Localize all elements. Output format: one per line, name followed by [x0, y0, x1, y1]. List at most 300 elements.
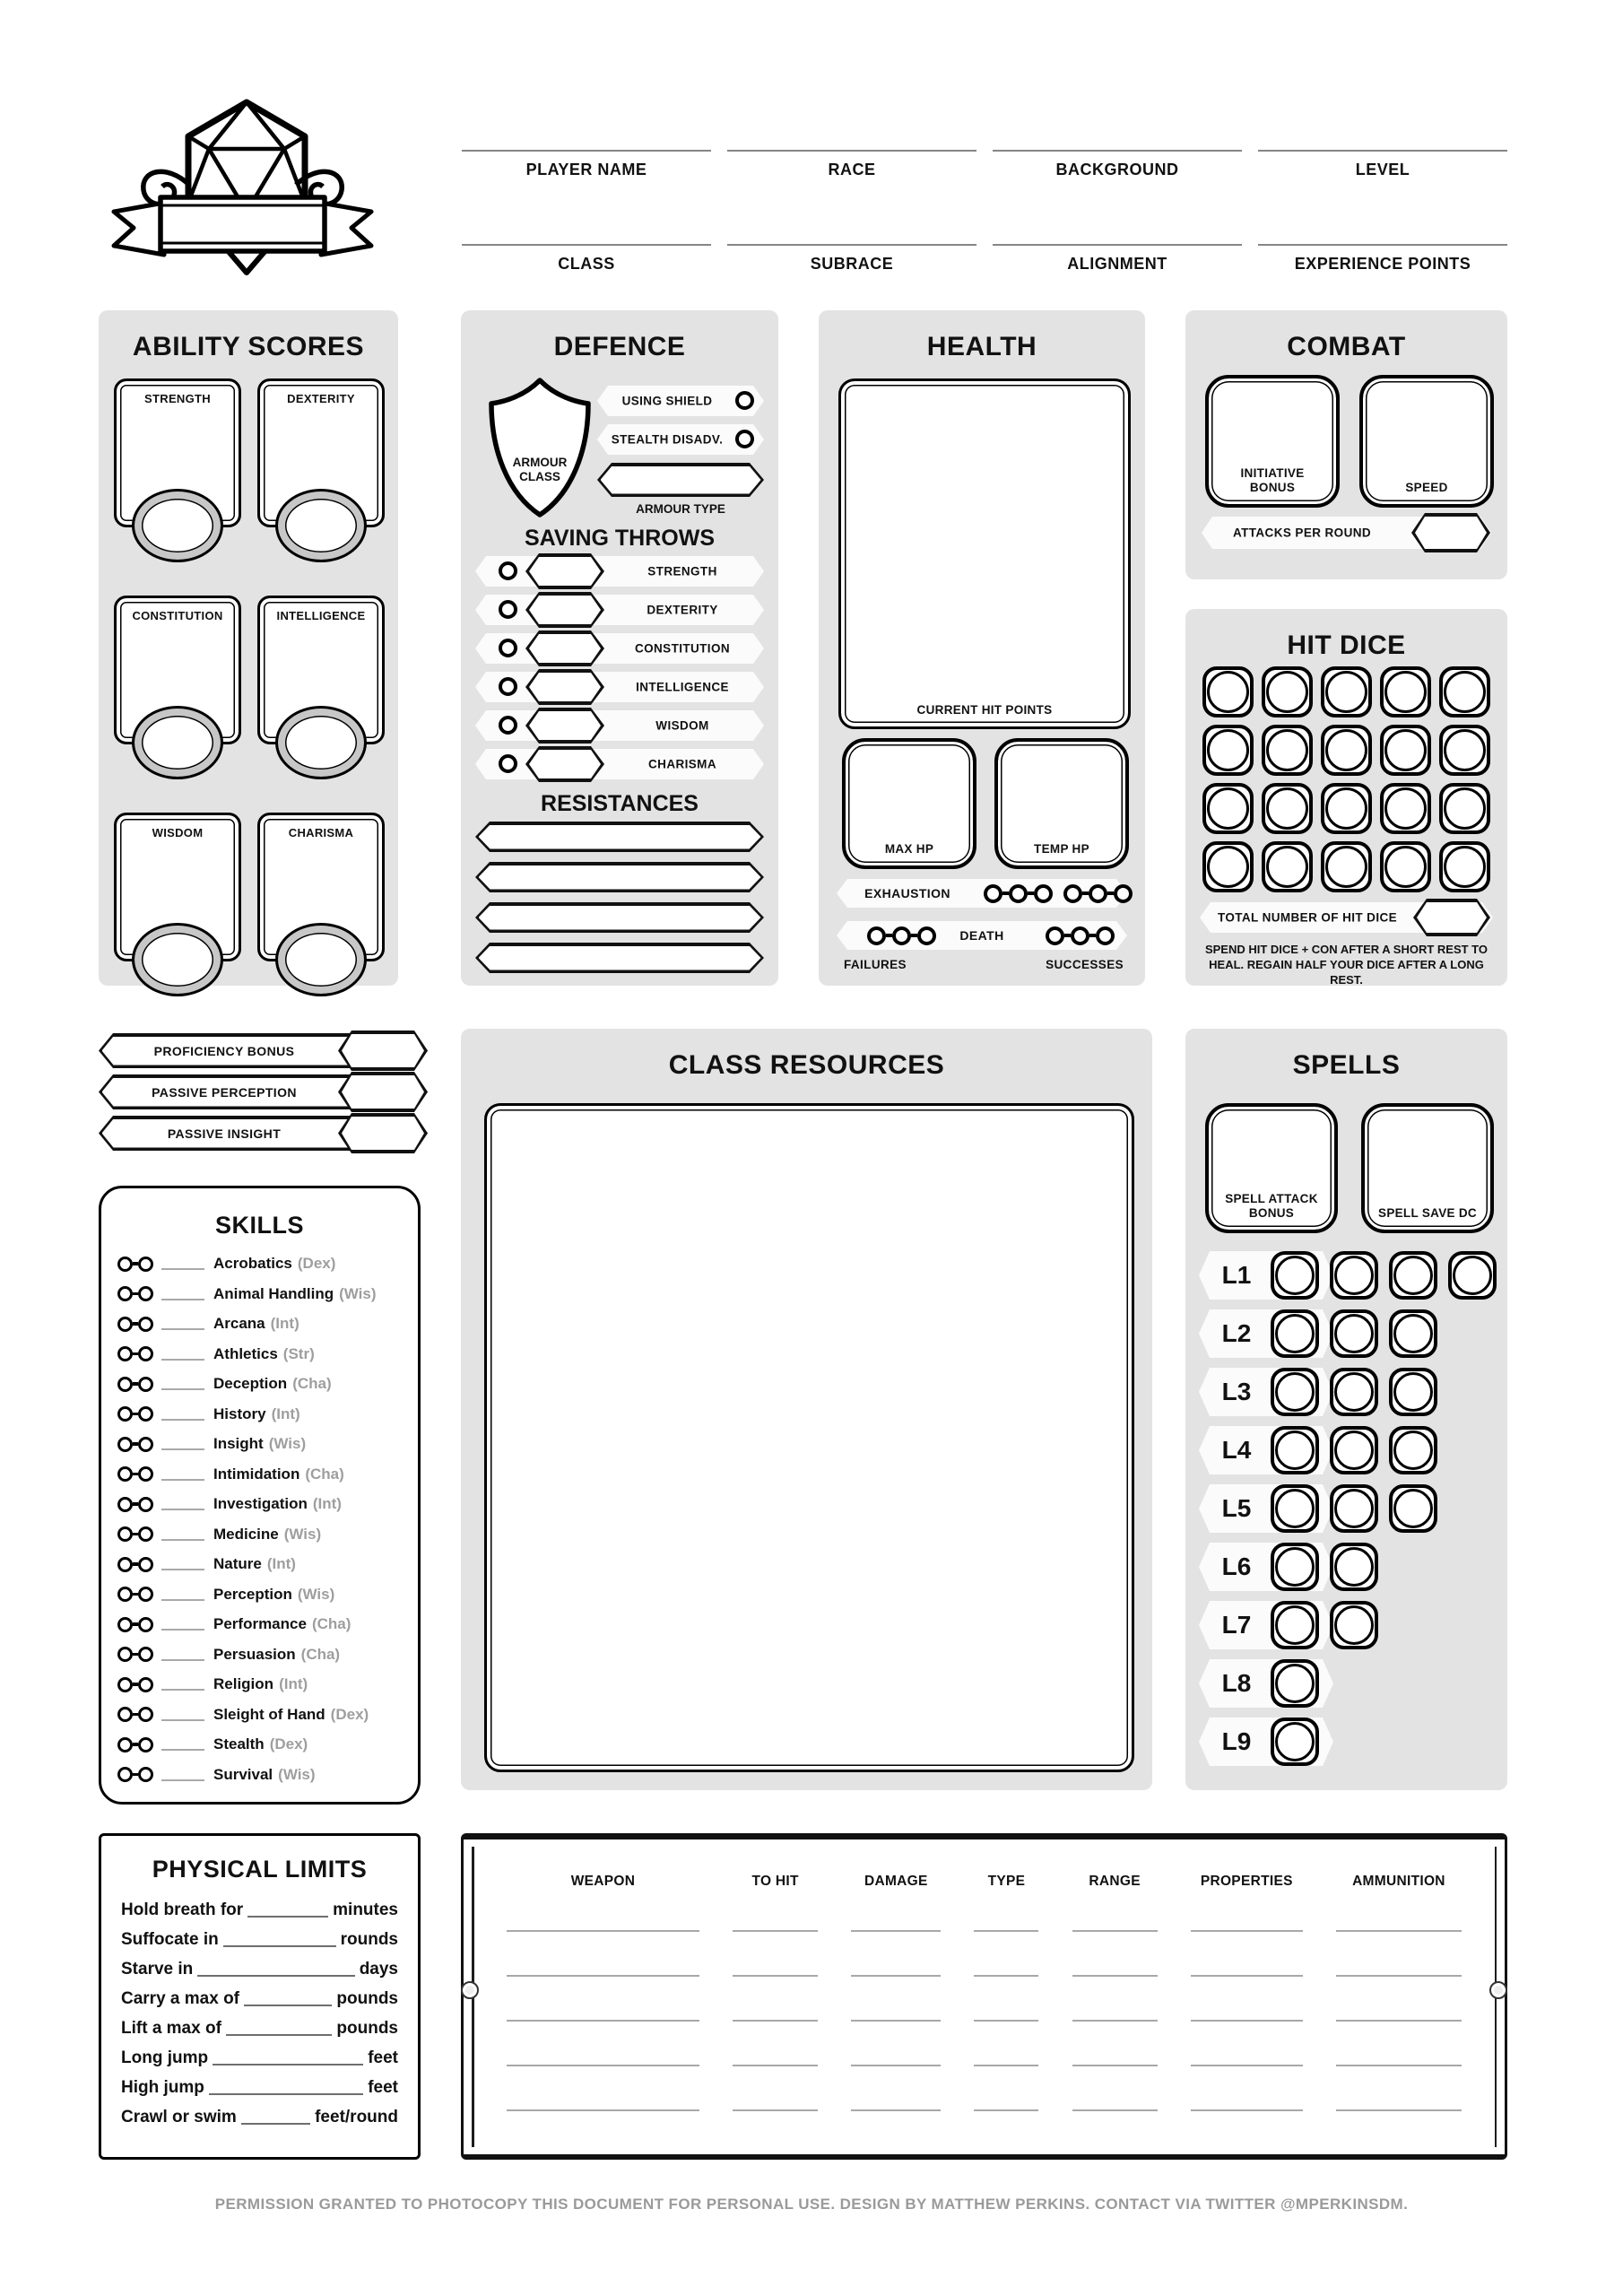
skill-ability: (Wis): [283, 1525, 322, 1543]
skill-proficiency-dots[interactable]: [117, 1587, 153, 1602]
exhaustion-dots: [984, 884, 1133, 903]
weapon-name-line[interactable]: [507, 1930, 699, 1932]
armour-type-field[interactable]: [597, 463, 764, 497]
spell-level-label: L5: [1221, 1494, 1252, 1522]
skill-modifier-line[interactable]: [161, 1769, 204, 1781]
ability-score-box[interactable]: [114, 813, 241, 961]
skill-proficiency-dots[interactable]: [117, 1257, 153, 1272]
weapon-ammunition-line[interactable]: [1336, 2065, 1462, 2066]
ability-scores-title: ABILITY SCORES: [132, 332, 365, 361]
skill-name: Medicine: [213, 1525, 279, 1543]
ability-modifier-oval[interactable]: [275, 923, 367, 996]
skill-row: [117, 1674, 411, 1695]
class-resources-box[interactable]: [484, 1103, 1134, 1772]
saving-throw-value-hex[interactable]: [525, 708, 604, 744]
skill-name: Sleight of Hand: [213, 1705, 325, 1723]
saving-throw-value-hex[interactable]: [525, 669, 604, 705]
death-failure-dot[interactable]: [917, 926, 936, 945]
weapon-properties-line[interactable]: [1191, 2065, 1303, 2066]
skill-modifier-line[interactable]: [161, 1348, 204, 1361]
hit-dice-note: SPEND HIT DICE + CON AFTER A SHORT REST TO HEAL. REGAIN HALF YOUR DICE AFTER A LONG REST.: [1204, 943, 1488, 987]
header-field[interactable]: CLASS: [462, 244, 711, 274]
hit-die-slot[interactable]: [1321, 725, 1372, 776]
weapon-entry-row: [507, 2020, 1462, 2022]
header-field[interactable]: BACKGROUND: [993, 150, 1242, 179]
saving-throw-proficiency-dot[interactable]: [499, 600, 517, 619]
skill-modifier-line[interactable]: [161, 1648, 204, 1661]
weapon-properties-line[interactable]: [1191, 1975, 1303, 1977]
spell-slot-die[interactable]: [1271, 1251, 1319, 1300]
skill-name: Persuasion: [213, 1645, 296, 1663]
hit-die-slot[interactable]: [1262, 783, 1313, 834]
weapon-entry-row: [507, 2065, 1462, 2067]
weapon-ammunition-line[interactable]: [1336, 2109, 1462, 2111]
saving-throw-value-hex[interactable]: [525, 746, 604, 782]
saving-throw-proficiency-dot[interactable]: [499, 754, 517, 773]
using-shield-label: USING SHIELD: [621, 394, 713, 408]
skill-modifier-line[interactable]: [161, 1408, 204, 1421]
spell-level-label: L2: [1221, 1319, 1252, 1347]
skill-row: [117, 1283, 411, 1305]
spell-level-row: [1185, 1426, 1507, 1474]
resistances-title: RESISTANCES: [541, 791, 699, 816]
spell-slot-die[interactable]: [1271, 1601, 1319, 1649]
weapons-column-header: RANGE: [1089, 1874, 1141, 1889]
ability-score-box[interactable]: [257, 378, 385, 527]
death-success-dot[interactable]: [1071, 926, 1089, 945]
skill-proficiency-dots[interactable]: [117, 1526, 153, 1542]
skill-modifier-line[interactable]: [161, 1678, 204, 1691]
spell-slot-die[interactable]: [1271, 1659, 1319, 1708]
hit-die-slot[interactable]: [1380, 841, 1431, 892]
weapon-damage-line[interactable]: [851, 2109, 941, 2111]
weapon-name-line[interactable]: [507, 2020, 699, 2022]
physical-limit-row: [121, 2076, 398, 2098]
skill-proficiency-dots[interactable]: [117, 1286, 153, 1301]
spell-level-row: [1185, 1251, 1507, 1300]
weapon-range-line[interactable]: [1072, 2065, 1158, 2066]
hit-dice-panel: [1185, 609, 1507, 986]
skill-modifier-line[interactable]: [161, 1618, 204, 1631]
ability-modifier-oval[interactable]: [132, 489, 223, 562]
skill-proficiency-dots[interactable]: [117, 1707, 153, 1722]
spell-slot-die[interactable]: [1271, 1484, 1319, 1533]
skill-modifier-line[interactable]: [161, 1378, 204, 1390]
hit-die-slot[interactable]: [1262, 841, 1313, 892]
combat-title: COMBAT: [1287, 332, 1406, 361]
proficiency-bar-hex[interactable]: [338, 1072, 428, 1112]
physical-limit-blank[interactable]: [241, 2123, 310, 2125]
weapon-entry-row: [507, 1975, 1462, 1978]
weapon-to-hit-line[interactable]: [733, 2020, 818, 2022]
physical-limits-panel: [99, 1833, 421, 2160]
resistance-field[interactable]: [475, 822, 764, 852]
skill-proficiency-dots[interactable]: [117, 1767, 153, 1782]
spell-slot-die[interactable]: [1330, 1426, 1378, 1474]
spell-save-dc-box[interactable]: [1361, 1103, 1494, 1233]
skill-name: Nature: [213, 1555, 262, 1572]
weapon-damage-line[interactable]: [851, 1975, 941, 1977]
saving-throws-title: SAVING THROWS: [524, 526, 716, 551]
ability-modifier-oval[interactable]: [275, 706, 367, 779]
physical-limit-label: Long jump: [121, 2048, 209, 2067]
spell-slot-dice: [1271, 1309, 1437, 1358]
death-failure-dot[interactable]: [892, 926, 911, 945]
weapon-to-hit-line[interactable]: [733, 1975, 818, 1977]
skill-modifier-line[interactable]: [161, 1528, 204, 1541]
skill-row: [117, 1704, 411, 1726]
skills-title: SKILLS: [214, 1212, 304, 1239]
physical-limit-blank[interactable]: [247, 1916, 328, 1918]
skill-row: [117, 1493, 411, 1515]
header-field[interactable]: LEVEL: [1258, 150, 1507, 179]
weapon-to-hit-line[interactable]: [733, 1930, 818, 1932]
saving-throw-proficiency-dot[interactable]: [499, 677, 517, 696]
hit-die-slot[interactable]: [1380, 725, 1431, 776]
header-fields-row-2: [462, 244, 1507, 274]
spell-slot-die[interactable]: [1271, 1426, 1319, 1474]
skill-ability: (Dex): [269, 1735, 308, 1752]
spell-slot-die[interactable]: [1448, 1251, 1497, 1300]
spell-slot-die[interactable]: [1389, 1368, 1437, 1416]
ability-modifier-oval[interactable]: [132, 706, 223, 779]
death-label: DEATH: [959, 928, 1004, 943]
weapons-column-header: PROPERTIES: [1200, 1874, 1293, 1889]
spell-level-row: [1185, 1484, 1507, 1533]
weapon-to-hit-line[interactable]: [733, 2109, 818, 2111]
skill-proficiency-dots[interactable]: [117, 1677, 153, 1692]
physical-limits-title: PHYSICAL LIMITS: [152, 1856, 368, 1883]
physical-limit-unit: days: [359, 1960, 398, 1979]
spell-slot-dice: [1271, 1543, 1378, 1591]
skill-ability: (Cha): [292, 1375, 332, 1392]
spell-slot-die[interactable]: [1330, 1368, 1378, 1416]
using-shield-toggle[interactable]: [735, 391, 754, 410]
resistance-field[interactable]: [475, 902, 764, 933]
temp-hp-box[interactable]: [994, 738, 1129, 869]
spell-save-dc-label: SPELL SAVE DC: [1378, 1205, 1477, 1220]
skill-row: [117, 1644, 411, 1665]
hit-die-slot[interactable]: [1439, 783, 1490, 834]
weapons-column-header: TYPE: [987, 1874, 1026, 1889]
header-field[interactable]: EXPERIENCE POINTS: [1258, 244, 1507, 274]
header-field[interactable]: ALIGNMENT: [993, 244, 1242, 274]
temp-hp-label: TEMP HP: [1034, 841, 1089, 856]
stealth-disadv-toggle[interactable]: [735, 430, 754, 448]
spell-slot-die[interactable]: [1389, 1426, 1437, 1474]
skill-proficiency-dots[interactable]: [117, 1647, 153, 1662]
skill-row: [117, 1613, 411, 1635]
header-field[interactable]: SUBRACE: [727, 244, 976, 274]
weapon-name-line[interactable]: [507, 1975, 699, 1977]
skill-ability: (Cha): [311, 1615, 352, 1632]
skill-modifier-line[interactable]: [161, 1257, 204, 1270]
hit-die-slot[interactable]: [1202, 666, 1254, 718]
weapon-properties-line[interactable]: [1191, 1930, 1303, 1932]
weapon-damage-line[interactable]: [851, 2020, 941, 2022]
weapon-type-line[interactable]: [974, 1975, 1038, 1977]
spell-level-label: L8: [1221, 1669, 1252, 1697]
scroll-right-ornament-icon: [1489, 1981, 1507, 1999]
spell-slot-die[interactable]: [1271, 1718, 1319, 1766]
saving-throw-label: DEXTERITY: [647, 603, 718, 617]
ability-modifier-oval[interactable]: [132, 923, 223, 996]
skill-ability: (Int): [270, 1315, 299, 1332]
skill-proficiency-dots[interactable]: [117, 1737, 153, 1752]
hit-die-slot[interactable]: [1439, 841, 1490, 892]
physical-limit-row: [121, 1958, 398, 1979]
attacks-per-round-hex[interactable]: [1411, 513, 1490, 552]
skill-modifier-line[interactable]: [161, 1709, 204, 1721]
ability-label: STRENGTH: [144, 392, 211, 405]
skill-proficiency-dots[interactable]: [117, 1317, 153, 1332]
exhaustion-label: EXHAUSTION: [864, 886, 950, 900]
skill-name: Arcana: [213, 1315, 265, 1332]
spell-slot-dice: [1271, 1251, 1497, 1300]
weapon-type-line[interactable]: [974, 2065, 1038, 2066]
total-hit-dice-hex[interactable]: [1413, 899, 1490, 936]
saving-throw-row: [475, 749, 764, 779]
weapon-damage-line[interactable]: [851, 2065, 941, 2066]
skill-modifier-line[interactable]: [161, 1588, 204, 1601]
current-hit-points-label: CURRENT HIT POINTS: [916, 702, 1053, 717]
spell-slot-die[interactable]: [1389, 1309, 1437, 1358]
proficiency-bar-label: PROFICIENCY BONUS: [153, 1043, 295, 1058]
skill-row: [117, 1404, 411, 1425]
resistance-field[interactable]: [475, 943, 764, 973]
spell-attack-bonus-box[interactable]: [1205, 1103, 1338, 1233]
spell-slot-die[interactable]: [1330, 1309, 1378, 1358]
physical-limits-list: [121, 1899, 398, 2127]
proficiency-bar-hex[interactable]: [338, 1031, 428, 1071]
saving-throw-label: WISDOM: [655, 718, 709, 733]
hit-die-slot[interactable]: [1321, 666, 1372, 718]
weapon-properties-line[interactable]: [1191, 2109, 1303, 2111]
header-field[interactable]: PLAYER NAME: [462, 150, 711, 179]
saving-throw-proficiency-dot[interactable]: [499, 639, 517, 657]
saving-throw-row: [475, 595, 764, 625]
weapon-range-line[interactable]: [1072, 2109, 1158, 2111]
spell-attack-bonus-label: SPELL ATTACK BONUS: [1225, 1191, 1318, 1220]
ability-modifier-oval[interactable]: [275, 489, 367, 562]
saving-throw-value-hex[interactable]: [525, 592, 604, 628]
skill-modifier-line[interactable]: [161, 1318, 204, 1330]
weapon-range-line[interactable]: [1072, 1930, 1158, 1932]
skill-ability: (Wis): [278, 1765, 316, 1783]
attacks-per-round-label: ATTACKS PER ROUND: [1232, 526, 1372, 540]
skill-ability: (Wis): [268, 1435, 307, 1452]
hit-dice-grid: [1202, 666, 1490, 892]
max-hp-box[interactable]: [842, 738, 976, 869]
hit-die-slot[interactable]: [1380, 666, 1431, 718]
skill-proficiency-dots[interactable]: [117, 1557, 153, 1572]
spell-slot-die[interactable]: [1330, 1251, 1378, 1300]
weapon-type-line[interactable]: [974, 2020, 1038, 2022]
spell-slot-dice: [1271, 1368, 1437, 1416]
physical-limit-row: [121, 2047, 398, 2068]
stealth-disadv-label: STEALTH DISADV.: [611, 432, 724, 447]
saving-throws-list: [475, 556, 764, 779]
weapon-ammunition-line[interactable]: [1336, 2020, 1462, 2022]
spell-slot-die[interactable]: [1330, 1484, 1378, 1533]
class-resources-title: CLASS RESOURCES: [668, 1050, 945, 1080]
skill-row: [117, 1553, 411, 1575]
physical-limit-label: Suffocate in: [121, 1930, 219, 1949]
skill-modifier-line[interactable]: [161, 1438, 204, 1450]
hit-die-slot[interactable]: [1202, 783, 1254, 834]
speed-label: SPEED: [1405, 480, 1448, 494]
physical-limit-blank[interactable]: [213, 2064, 363, 2066]
resistance-field[interactable]: [475, 862, 764, 892]
ability-score-box[interactable]: [114, 378, 241, 527]
ability-grid: [114, 378, 385, 961]
resistances-list: [475, 822, 764, 973]
hit-die-slot[interactable]: [1202, 725, 1254, 776]
armour-class-shield[interactable]: [486, 375, 594, 518]
exhaustion-dot[interactable]: [1089, 884, 1107, 903]
spell-slot-die[interactable]: [1330, 1601, 1378, 1649]
saving-throw-proficiency-dot[interactable]: [499, 716, 517, 735]
ability-score-box[interactable]: [114, 596, 241, 744]
skill-ability: (Dex): [330, 1705, 369, 1723]
weapon-ammunition-line[interactable]: [1336, 1930, 1462, 1932]
skill-proficiency-dots[interactable]: [117, 1406, 153, 1422]
death-success-dots: [1046, 926, 1115, 945]
skill-row: [117, 1464, 411, 1485]
weapon-ammunition-line[interactable]: [1336, 1975, 1462, 1977]
ability-label: INTELLIGENCE: [276, 609, 366, 622]
physical-limit-label: Hold breath for: [121, 1900, 244, 1919]
weapon-properties-line[interactable]: [1191, 2020, 1303, 2022]
saving-throw-value-hex[interactable]: [525, 631, 604, 666]
hit-die-slot[interactable]: [1321, 841, 1372, 892]
physical-limit-blank[interactable]: [223, 1945, 336, 1947]
skill-name: History: [213, 1405, 266, 1422]
proficiency-bar-row: [99, 1114, 428, 1152]
skill-modifier-line[interactable]: [161, 1468, 204, 1481]
hit-die-slot[interactable]: [1439, 725, 1490, 776]
class-resources-panel: [461, 1029, 1152, 1790]
hit-die-slot[interactable]: [1321, 783, 1372, 834]
skill-name: Survival: [213, 1765, 273, 1783]
exhaustion-dot[interactable]: [1009, 884, 1028, 903]
skill-ability: (Cha): [300, 1645, 341, 1663]
weapons-column-header: AMMUNITION: [1352, 1874, 1445, 1889]
weapon-type-line[interactable]: [974, 2109, 1038, 2111]
spells-title: SPELLS: [1292, 1050, 1401, 1080]
physical-limit-row: [121, 1928, 398, 1950]
exhaustion-dot[interactable]: [984, 884, 1002, 903]
skill-row: [117, 1433, 411, 1455]
skill-proficiency-dots[interactable]: [117, 1466, 153, 1482]
weapons-column-header: DAMAGE: [864, 1874, 928, 1889]
failures-label: FAILURES: [844, 958, 907, 971]
exhaustion-dot[interactable]: [1063, 884, 1082, 903]
saving-throw-proficiency-dot[interactable]: [499, 561, 517, 580]
physical-limit-blank[interactable]: [209, 2093, 363, 2095]
weapon-damage-line[interactable]: [851, 1930, 941, 1932]
spell-slot-dice: [1271, 1426, 1437, 1474]
spell-slot-die[interactable]: [1271, 1543, 1319, 1591]
skill-name: Performance: [213, 1615, 307, 1632]
saving-throw-value-hex[interactable]: [525, 553, 604, 589]
physical-limit-unit: feet/round: [315, 2108, 398, 2126]
ability-score-box[interactable]: [257, 596, 385, 744]
saving-throw-label: CHARISMA: [648, 757, 716, 771]
physical-limit-blank[interactable]: [197, 1975, 354, 1977]
hit-die-slot[interactable]: [1439, 666, 1490, 718]
physical-limit-label: Starve in: [121, 1960, 194, 1979]
weapon-type-line[interactable]: [974, 1930, 1038, 1932]
ability-label: CONSTITUTION: [132, 609, 223, 622]
exhaustion-dot[interactable]: [1034, 884, 1053, 903]
proficiency-bar-hex[interactable]: [338, 1113, 428, 1153]
weapon-entry-row: [507, 2109, 1462, 2112]
skill-proficiency-dots[interactable]: [117, 1497, 153, 1512]
weapon-name-line[interactable]: [507, 2109, 699, 2111]
skill-proficiency-dots[interactable]: [117, 1346, 153, 1361]
physical-limit-label: Lift a max of: [121, 2019, 221, 2038]
spell-slot-dice: [1271, 1718, 1319, 1766]
skill-modifier-line[interactable]: [161, 1558, 204, 1570]
speed-box[interactable]: [1359, 375, 1494, 508]
hit-die-slot[interactable]: [1380, 783, 1431, 834]
weapon-range-line[interactable]: [1072, 2020, 1158, 2022]
spell-slot-die[interactable]: [1389, 1251, 1437, 1300]
death-success-dot[interactable]: [1096, 926, 1115, 945]
spell-slot-dice: [1271, 1601, 1378, 1649]
physical-limit-blank[interactable]: [244, 2005, 332, 2006]
physical-limit-row: [121, 1899, 398, 1920]
skill-proficiency-dots[interactable]: [117, 1377, 153, 1392]
health-panel: [819, 310, 1145, 986]
death-failure-dot[interactable]: [867, 926, 886, 945]
weapon-range-line[interactable]: [1072, 1975, 1158, 1977]
spell-slot-die[interactable]: [1271, 1309, 1319, 1358]
initiative-bonus-box[interactable]: [1205, 375, 1340, 508]
current-hit-points-box[interactable]: [838, 378, 1131, 729]
hit-die-slot[interactable]: [1262, 666, 1313, 718]
ability-score-box[interactable]: [257, 813, 385, 961]
proficiency-bar-row: [99, 1073, 428, 1111]
spell-level-label: L4: [1221, 1436, 1252, 1464]
skill-modifier-line[interactable]: [161, 1738, 204, 1751]
physical-limit-blank[interactable]: [226, 2034, 332, 2036]
defence-panel: [461, 310, 778, 986]
spell-slot-die[interactable]: [1271, 1368, 1319, 1416]
skill-proficiency-dots[interactable]: [117, 1617, 153, 1632]
skill-modifier-line[interactable]: [161, 1498, 204, 1510]
skill-modifier-line[interactable]: [161, 1288, 204, 1300]
skills-list: [117, 1253, 411, 1786]
skill-row: [117, 1734, 411, 1755]
armour-class-label: ARMOUR CLASS: [512, 456, 568, 484]
death-success-dot[interactable]: [1046, 926, 1064, 945]
proficiency-bar-row: [99, 1031, 428, 1070]
spell-slot-die[interactable]: [1330, 1543, 1378, 1591]
skill-row: [117, 1344, 411, 1365]
exhaustion-dot[interactable]: [1114, 884, 1133, 903]
hit-die-slot[interactable]: [1262, 725, 1313, 776]
skill-proficiency-dots[interactable]: [117, 1437, 153, 1452]
weapon-to-hit-line[interactable]: [733, 2065, 818, 2066]
physical-limit-unit: feet: [368, 2078, 398, 2097]
successes-label: SUCCESSES: [1046, 958, 1124, 971]
header-field[interactable]: RACE: [727, 150, 976, 179]
hit-die-slot[interactable]: [1202, 841, 1254, 892]
weapon-name-line[interactable]: [507, 2065, 699, 2066]
spell-slot-die[interactable]: [1389, 1484, 1437, 1533]
